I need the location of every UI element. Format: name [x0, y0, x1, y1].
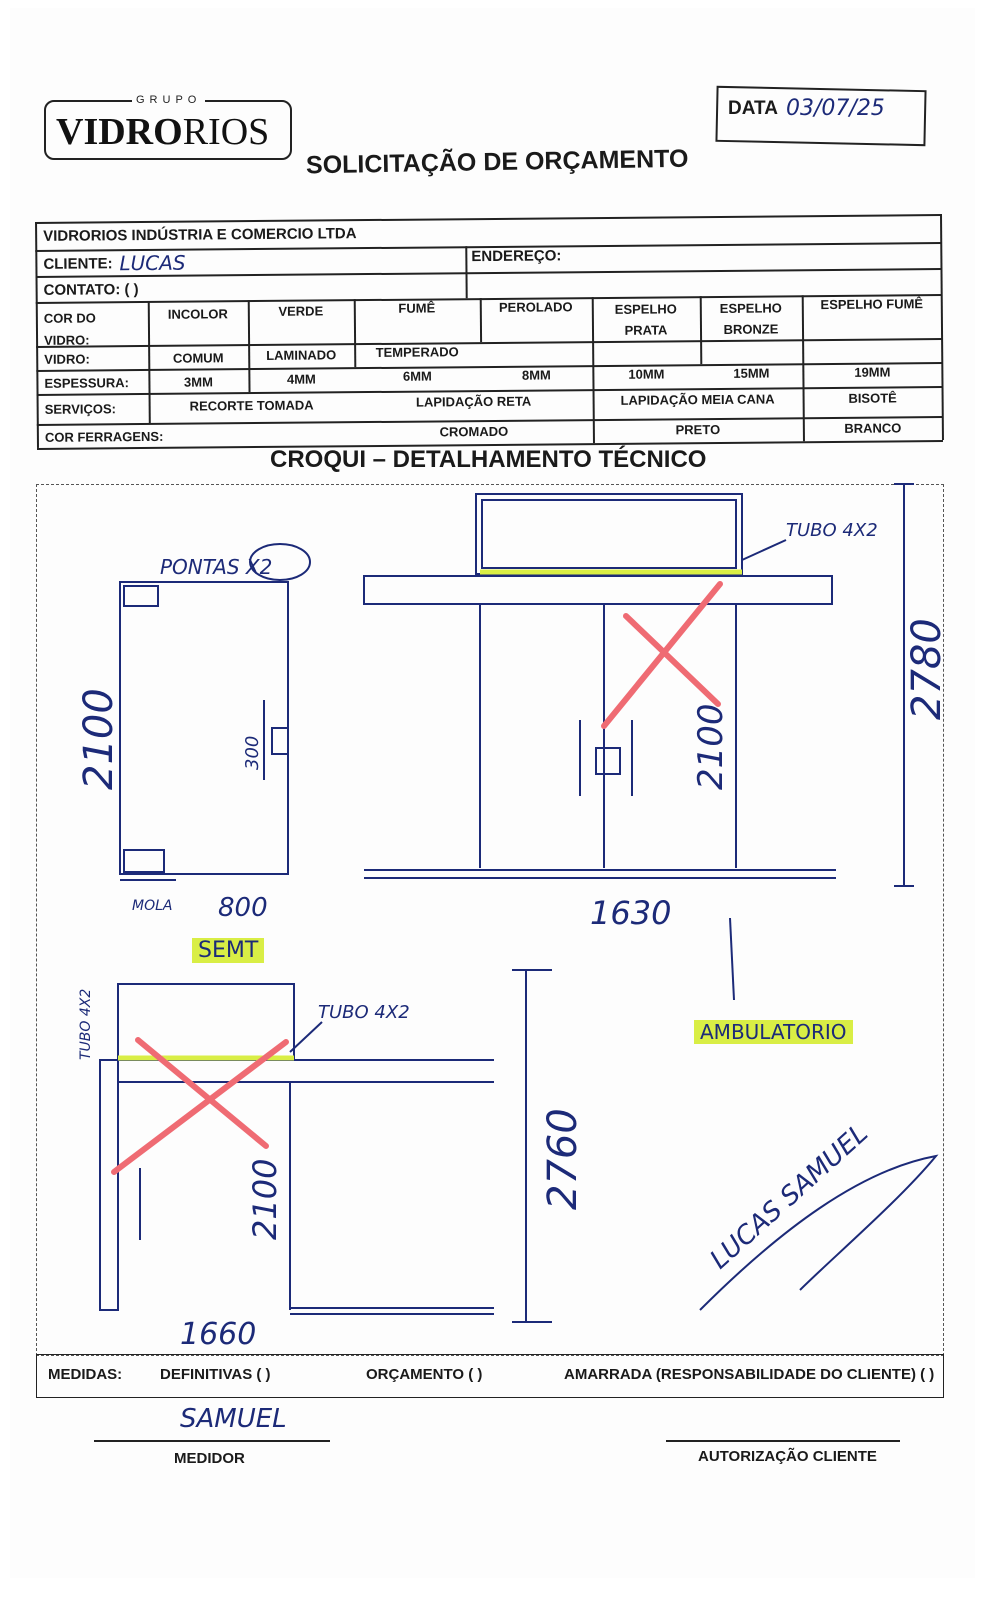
door-outline	[120, 582, 288, 874]
date-value: 03/07/25	[786, 96, 885, 121]
espessura-label: ESPESSURA:	[44, 375, 130, 391]
ferragens-option: PRETO	[675, 421, 721, 438]
company-name: VIDRORIOS INDÚSTRIA E COMERCIO LTDA	[43, 225, 357, 245]
semt-label	[192, 938, 264, 963]
logo-light: RIOS	[182, 111, 270, 153]
vidro-option: COMUM	[172, 350, 224, 366]
croqui-title: CROQUI – DETALHAMENTO TÉCNICO	[270, 446, 707, 473]
bottom-pivot	[124, 850, 164, 872]
cor-label: COR DO VIDRO:	[43, 310, 96, 348]
side-height-label: 2760	[540, 1108, 586, 1210]
door-width-label: 800	[218, 893, 268, 923]
vidro-option: LAMINADO	[266, 347, 337, 363]
cor-option: ESPELHO FUMÊ	[820, 296, 924, 313]
servicos-option: BISOTÊ	[848, 390, 897, 406]
top-pivot	[124, 586, 158, 606]
espessura-option: 8MM	[521, 367, 551, 383]
cor-option: VERDE	[278, 303, 324, 319]
espessura-option: 6MM	[402, 368, 432, 384]
contato-label: CONTATO: ( )	[43, 281, 139, 299]
amarrada-option: AMARRADA (RESPONSABILIDADE DO CLIENTE) ( )	[564, 1366, 935, 1383]
page-title: SOLICITAÇÃO DE ORÇAMENTO	[305, 144, 689, 180]
cor-option: PEROLADO	[498, 299, 573, 315]
orcamento-option: ORÇAMENTO ( )	[366, 1366, 483, 1383]
cliente-value: LUCAS	[119, 250, 186, 276]
ferragens-option: CROMADO	[439, 423, 509, 440]
cor-option: ESPELHO PRATA	[614, 301, 677, 338]
tubo-label-3: TUBO 4X2	[318, 1002, 410, 1023]
cor-option: INCOLOR	[167, 306, 228, 322]
servicos-option: RECORTE TOMADA	[189, 397, 314, 414]
mola-label: MOLA	[132, 898, 173, 914]
medidor-label: MEDIDOR	[174, 1450, 245, 1467]
handle-size-label: 300	[242, 735, 263, 770]
semt-highlight: SEMT	[192, 938, 264, 963]
vidro-label: VIDRO:	[44, 351, 90, 367]
client-signature: LUCAS SAMUEL	[704, 1118, 874, 1276]
ambulatorio-highlight: AMBULATORIO	[694, 1020, 853, 1044]
side-door-height-label: 2100	[246, 1158, 284, 1240]
ambulatorio-leader	[730, 918, 734, 1000]
medidor-signature: SAMUEL	[180, 1404, 287, 1434]
center-lock	[596, 748, 620, 774]
vidro-option: TEMPERADO	[375, 344, 459, 360]
ambulatorio-label	[694, 1020, 853, 1044]
logo-grupo: GRUPO	[132, 94, 205, 106]
cor-option: ESPELHO BRONZE	[719, 300, 782, 337]
ferragens-option: BRANCO	[844, 420, 902, 436]
medidas-label: MEDIDAS:	[48, 1366, 123, 1383]
cor-option: FUMÊ	[398, 300, 436, 316]
fixed-top-glass	[476, 494, 742, 574]
espessura-option: 10MM	[628, 366, 665, 382]
door-sketch	[120, 582, 288, 880]
wall-hatch	[100, 1060, 118, 1310]
autorizacao-label: AUTORIZAÇÃO CLIENTE	[698, 1448, 877, 1465]
door-note: PONTAS X2	[160, 555, 273, 579]
tubo-label-2: TUBO 4X2	[78, 988, 94, 1060]
medidor-sign-line	[94, 1440, 330, 1442]
door-height-label: 2100	[76, 688, 122, 790]
front-door-height-label: 2100	[691, 703, 731, 790]
transom-bar	[364, 576, 832, 604]
fixed-top-glass-inner	[482, 500, 736, 568]
client-sign-line	[666, 1440, 900, 1442]
date-label: DATA	[728, 98, 778, 119]
servicos-option: LAPIDAÇÃO RETA	[415, 393, 532, 410]
handle-lock	[272, 728, 288, 754]
espessura-option: 4MM	[286, 371, 316, 387]
front-height-label: 2780	[904, 618, 950, 720]
front-width-label: 1630	[590, 894, 672, 932]
cliente-label: CLIENTE:	[43, 255, 113, 273]
espessura-option: 3MM	[183, 374, 213, 390]
espessura-option: 15MM	[733, 365, 770, 381]
logo-bold: VIDRO	[56, 111, 183, 153]
servicos-label: SERVIÇOS:	[44, 401, 117, 417]
espessura-option: 19MM	[854, 364, 891, 380]
tubo-leader	[742, 540, 786, 560]
servicos-option: LAPIDAÇÃO MEIA CANA	[620, 391, 775, 408]
tubo-label-1: TUBO 4X2	[786, 520, 878, 541]
ferragens-label: COR FERRAGENS:	[44, 428, 164, 445]
side-width-label: 1660	[180, 1317, 257, 1352]
definitivas-option: DEFINITIVAS ( )	[160, 1366, 271, 1383]
endereco-label: ENDEREÇO:	[471, 247, 562, 266]
